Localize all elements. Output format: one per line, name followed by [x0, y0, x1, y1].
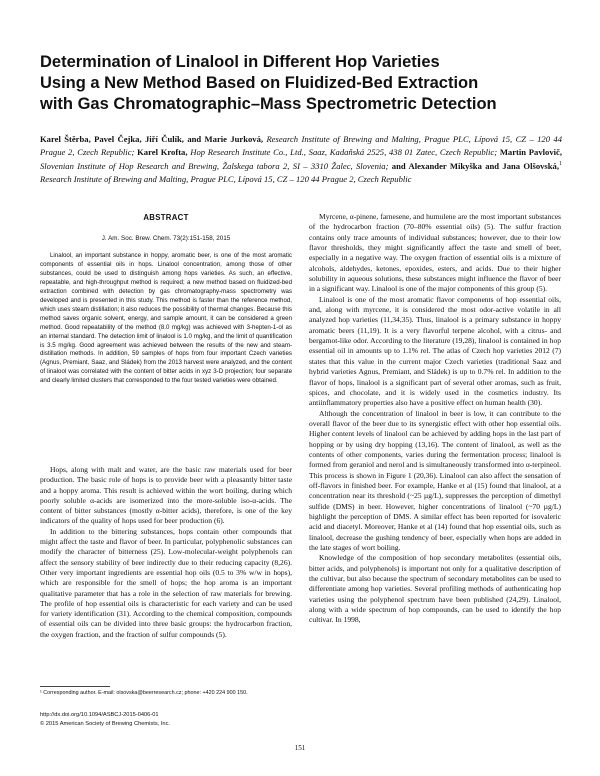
body-paragraph: In addition to the bittering substances, hops contain other compounds that might affect the taste and flavor of beer. In particular, polyphenolic substances can modify the character of bitterness (25). Low-molecular-weight polyphenols can affect the sensory stability of beer indirectly due to their reducing capacity (8,26). Other very important ingredients are essential hop oils (0.5 to 3% w/w in hops), which are responsible for the smell of hops; the hop aroma is an important qualitative parameter that has a role in the selection of raw materials for brewing. The profile of hop essential oils is characteristic for each variety and can be used for variety identification (31). According to the chemical composition, compounds of essential oils can be divided into three basic groups: the hydrocarbon fraction, the oxygen fraction, and the fraction of sulfur compounds (5).	[40, 526, 292, 639]
author-names: Karel Štěrba, Pavel Čejka, Jiří Čulík, and Marie Jurková,	[40, 134, 264, 144]
author-affiliation: Hop Research Institute Co., Ltd., Saaz, Kadaňská 2525, 438 01 Zatec, Czech Republic;	[187, 146, 498, 157]
footnote-marker: 1	[558, 161, 562, 168]
body-paragraph: Linalool is one of the most aromatic flavor components of hop essential oils, and, along with myrcene, it is considered the most odor-active volatile in all analyzed hop varieties (11,34,35). Thus, linalool is a primary substance in hoppy aromatic beers (11,19). It is a very flavorful terpene alcohol, with a citrus- and bergamot-like odor. According to the literature (19,28), linalool is contained in hop essential oil in amounts up to 1.1% rel. The atlas of Czech hop varieties 2012 (7) states that this value in the current major Czech varieties (traditional Saaz and hybrid varieties Agnus, Premiant, and Sládek) is up to 0.7% rel. In addition to the flavor of hops, linalool is a significant part of several other aromas, such as fruit, spices, and chocolate, and it is widely used in the cosmetics industry. Its antiinflammatory properties also have a positive effect on human health (30).	[309, 294, 561, 408]
doi-block	[40, 711, 170, 729]
abstract-body	[40, 252, 292, 386]
abstract-heading: ABSTRACT	[143, 213, 189, 222]
left-column-body	[40, 465, 292, 640]
abstract-paragraph: Linalool, an important substance in hoppy, aromatic beer, is one of the most aromatic components of essential oils in hops. Linalool concentration, among those of other substances, could be used to distinguish among hops varieties. As such, an effective, repeatable, and high-throughput method is required; a new method based on fluidized-bed extraction combined with detection by gas chromatography-mass spectrometry was developed and is presented in this study. This method is faster than the reference method, which uses steam distillation; it also reduces the possibility of thermal changes. Because this method saves organic solvent, energy, and sample amount, it can be considered a green method. Good repeatability of the method (8.0 mg/kg) was achieved with 3-hepten-1-ol as an internal standard. The detection limit of linalool is 1.0 mg/kg, and the limit of quantification is 3.5 mg/kg. Good agreement was achieved between the results of the new and steam-distillation methods. In addition, 59 samples of hops from four important Czech varieties (Agnus, Premiant, Saaz, and Sládek) from the 2013 harvest were analyzed, and the content of linalool was correlated with the content of bitter acids in xyz 3-D projection; four separate and clearly limited clusters that corresponded to the four tested varieties were obtained.	[40, 252, 292, 385]
title-line: Determination of Linalool in Different Hop Varieties	[40, 53, 440, 71]
body-paragraph: Hops, along with malt and water, are the basic raw materials used for beer production. The basic role of hops is to provide beer with a pleasantly bitter taste and a hoppy aroma. This result is achieved within the wort boiling, during which poorly soluble α-acids are isomerized into the more-soluble iso-α-acids. The content of bitter substances (mostly α-bitter acids), therefore, is one of the key indicators of the quality of hops used for beer production (6).	[40, 465, 292, 526]
article-title	[40, 52, 560, 115]
author-affiliation: Research Institute of Brewing and Malting, Prague PLC, Lípová 15, CZ – 120 44 Prague 2, Czech Republic	[40, 173, 412, 184]
body-paragraph: Knowledge of the composition of hop secondary metabolites (essential oils, bitter acids, and polyphenols) is important not only for a qualitative description of the cultivar, but also because the spectrum of secondary metabolites can be used to differentiate among hop varieties. Several profiling methods of authenticating hop varieties using the polyphenol spectrum have been published (24,29). Linalool, along with a wide spectrum of hop compounds, can be used to identify the hop cultivar. In 1998,	[309, 553, 561, 625]
doi-link[interactable]: http://dx.doi.org/10.1094/ASBCJ-2015-0406-01	[40, 712, 159, 718]
author-block	[40, 133, 562, 185]
page-number: 151	[294, 744, 306, 752]
title-line: with Gas Chromatographic–Mass Spectrometric Detection	[40, 95, 497, 113]
right-column-body	[309, 212, 561, 626]
title-line: Using a New Method Based on Fluidized-Bed Extraction	[40, 74, 479, 92]
author-names: and Alexander Mikyška and Jana Olšovská,	[388, 161, 559, 172]
footnote-divider	[40, 686, 110, 687]
author-names: Martin Pavlovič,	[497, 146, 562, 157]
author-names: Karel Krofta,	[134, 146, 188, 157]
author-affiliation: Research Institute of Brewing and Malting, Prague PLC, Lípová 15, CZ – 120 44 Prague 2, Czech Republic;	[40, 134, 562, 157]
body-paragraph: Although the concentration of linalool in beer is low, it can contribute to the overall flavor of the beer due to its synergistic effect with other hop essential oils. Higher content levels of linalool can be achieved by adding hops in the last part of hopping or by using dry hopping (13,16). The content of linalool, as well as the contents of other components, varies during the fermentation process; linalool is formed from geraniol and nerol and is simultaneously transformed into α-terpineol. This process is shown in Figure 1 (20,36). Linalool can also affect the sensation of off-flavors in finished beer. For example, Hanke et al (15) found that linalool, at a concentration near its threshold (~25 µg/L), suppresses the perception of dimethyl sulfide (DMS) in beer. However, higher concentrations of linalool (~70 µg/L) highlight the perception of DMS. A similar effect has been reported for isovaleric acid and diacetyl. Moreover, Hanke et al (14) found that hop essential oils, such as linalool, decrease the gushing tendency of beer, especially when hops are added in the late stages of wort boiling.	[309, 408, 561, 552]
author-affiliation: Slovenian Institute of Hop Research and Brewing, Žalskega tabora 2, SI – 3310 Žalec, Slovenia;	[40, 161, 389, 172]
body-paragraph: Myrcene, α-pinene, farnesene, and humulene are the most important substances of the hydrocarbon fraction (70–80% essential oils) (5). The sulfur fraction contains only trace amounts of individual substances; however, due to their low flavor thresholds, they might significantly affect the taste and smell of beer, especially in a negative way. The oxygen fraction of essential oils is a mixture of alcohols, aldehydes, ketones, epoxides, esters, and acids. Due to their higher solubility in aqueous solutions, these substances might influence the flavor of beer in a significant way. Linalool is one of the major components of this group (5).	[309, 212, 561, 294]
corresponding-author-footnote: ¹ Corresponding author. E-mail: olsovska@beerresearch.cz; phone: +420 224 900 150.	[40, 690, 248, 696]
journal-citation: J. Am. Soc. Brew. Chem. 73(2):151-158, 2015	[101, 235, 231, 242]
copyright-notice: © 2015 American Society of Brewing Chemists, Inc.	[40, 721, 171, 727]
